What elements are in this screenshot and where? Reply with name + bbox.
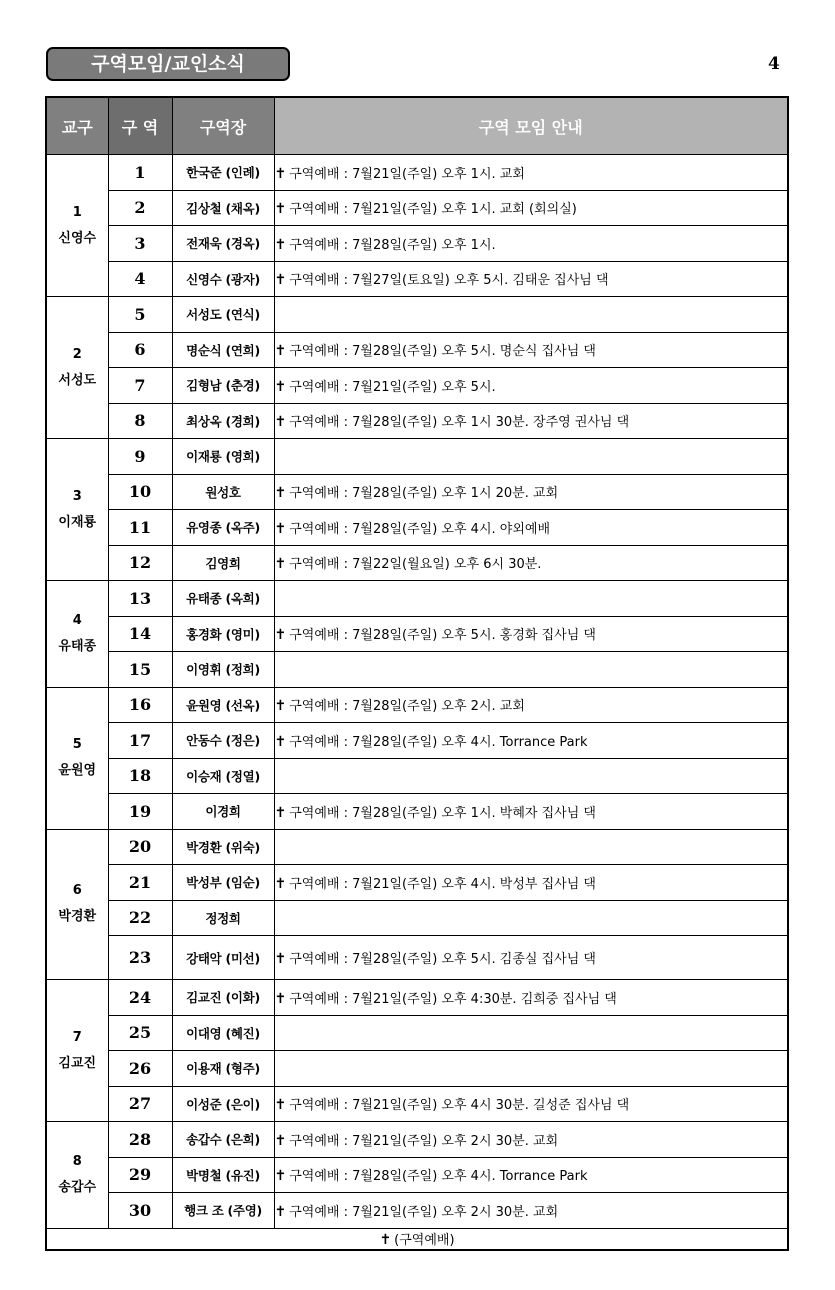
table-row bbox=[46, 900, 788, 936]
leader-name: 김형남 (춘경) bbox=[172, 368, 274, 404]
meeting-notice-text: 구역예배 : 7월28일(주일) 오후 2시. 교회 bbox=[289, 699, 525, 715]
table-row bbox=[46, 261, 788, 297]
guyeok-number: 8 bbox=[108, 403, 172, 439]
leader-name: 명순식 (연희) bbox=[172, 332, 274, 368]
table-row bbox=[46, 723, 788, 759]
guyeok-number: 5 bbox=[108, 297, 172, 333]
meeting-notice-text: 구역예배 : 7월28일(주일) 오후 4시. Torrance Park bbox=[289, 734, 588, 750]
meeting-notice bbox=[274, 936, 788, 980]
cross-icon: ✝ bbox=[274, 1097, 287, 1114]
cross-icon: ✝ bbox=[379, 1232, 392, 1248]
guyeok-number: 15 bbox=[108, 652, 172, 688]
gyogu-cell bbox=[46, 980, 108, 1122]
guyeok-number: 7 bbox=[108, 368, 172, 404]
guyeok-number: 14 bbox=[108, 616, 172, 652]
table-row bbox=[46, 616, 788, 652]
meeting-notice bbox=[274, 439, 788, 475]
meeting-notice-text: 구역예배 : 7월21일(주일) 오후 2시 30분. 교회 bbox=[289, 1204, 559, 1220]
cross-icon: ✝ bbox=[274, 201, 287, 218]
cross-icon: ✝ bbox=[274, 343, 287, 360]
table-row bbox=[46, 1051, 788, 1087]
table-row bbox=[46, 155, 788, 191]
guyeok-number: 13 bbox=[108, 581, 172, 617]
table-row bbox=[46, 332, 788, 368]
table-body bbox=[46, 155, 788, 1229]
table-row bbox=[46, 1157, 788, 1193]
gyogu-number: 1 bbox=[72, 204, 82, 220]
gyogu-name: 이재룡 bbox=[58, 514, 97, 530]
gyogu-number: 8 bbox=[72, 1153, 82, 1169]
meeting-notice-text: 구역예배 : 7월28일(주일) 오후 1시 30분. 장주영 권사님 댁 bbox=[289, 415, 630, 431]
meeting-notice bbox=[274, 545, 788, 581]
leader-name: 이영휘 (정희) bbox=[172, 652, 274, 688]
meeting-notice-text: 구역예배 : 7월21일(주일) 오후 4시. 박성부 집사님 댁 bbox=[289, 876, 596, 892]
meeting-notice bbox=[274, 368, 788, 404]
gyogu-cell bbox=[46, 155, 108, 297]
meeting-notice bbox=[274, 474, 788, 510]
table-row bbox=[46, 545, 788, 581]
cross-icon: ✝ bbox=[274, 804, 287, 821]
leader-name: 유태종 (옥희) bbox=[172, 581, 274, 617]
guyeok-number: 9 bbox=[108, 439, 172, 475]
gyogu-name: 김교진 bbox=[58, 1055, 97, 1071]
leader-name: 윤원영 (선옥) bbox=[172, 687, 274, 723]
guyeok-number: 23 bbox=[108, 936, 172, 980]
meeting-notice bbox=[274, 865, 788, 901]
cross-icon: ✝ bbox=[274, 236, 287, 253]
meeting-notice bbox=[274, 723, 788, 759]
leader-name: 정정희 bbox=[172, 900, 274, 936]
cross-icon: ✝ bbox=[274, 1168, 287, 1185]
leader-name: 이경희 bbox=[172, 794, 274, 830]
footer-legend bbox=[46, 1228, 788, 1250]
table-row bbox=[46, 980, 788, 1016]
meeting-notice bbox=[274, 900, 788, 936]
meeting-notice bbox=[274, 581, 788, 617]
cross-icon: ✝ bbox=[274, 951, 287, 967]
gyogu-cell bbox=[46, 297, 108, 439]
leader-name: 이대영 (혜진) bbox=[172, 1015, 274, 1051]
meeting-notice bbox=[274, 1086, 788, 1122]
gyogu-number: 4 bbox=[72, 612, 82, 628]
guyeok-number: 16 bbox=[108, 687, 172, 723]
district-meeting-table bbox=[45, 96, 789, 1251]
meeting-notice-text: 구역예배 : 7월28일(주일) 오후 1시. 박혜자 집사님 댁 bbox=[289, 805, 596, 821]
meeting-notice bbox=[274, 1193, 788, 1229]
table-row bbox=[46, 439, 788, 475]
meeting-notice bbox=[274, 980, 788, 1016]
guyeok-number: 19 bbox=[108, 794, 172, 830]
leader-name: 안동수 (정은) bbox=[172, 723, 274, 759]
guyeok-number: 6 bbox=[108, 332, 172, 368]
table-row bbox=[46, 226, 788, 262]
meeting-notice bbox=[274, 332, 788, 368]
cross-icon: ✝ bbox=[274, 733, 287, 750]
leader-name: 이성준 (은이) bbox=[172, 1086, 274, 1122]
meeting-notice bbox=[274, 297, 788, 333]
cross-icon: ✝ bbox=[274, 378, 287, 395]
leader-name: 원성호 bbox=[172, 474, 274, 510]
leader-name: 서성도 (연식) bbox=[172, 297, 274, 333]
table-row bbox=[46, 1193, 788, 1229]
section-title: 구역모임/교인소식 bbox=[46, 47, 290, 81]
table-row bbox=[46, 652, 788, 688]
meeting-notice-text: 구역예배 : 7월21일(주일) 오후 1시. 교회 bbox=[289, 166, 525, 182]
cross-icon: ✝ bbox=[274, 1132, 287, 1149]
guyeok-number: 26 bbox=[108, 1051, 172, 1087]
cross-icon: ✝ bbox=[274, 165, 287, 182]
guyeok-number: 25 bbox=[108, 1015, 172, 1051]
leader-name: 유영종 (옥주) bbox=[172, 510, 274, 546]
meeting-notice bbox=[274, 616, 788, 652]
header-leader: 구역장 bbox=[172, 97, 274, 155]
meeting-notice bbox=[274, 190, 788, 226]
guyeok-number: 4 bbox=[108, 261, 172, 297]
meeting-notice-text: 구역예배 : 7월28일(주일) 오후 4시. 야외예배 bbox=[289, 521, 551, 537]
leader-name: 이재룡 (영희) bbox=[172, 439, 274, 475]
leader-name: 박경환 (위숙) bbox=[172, 829, 274, 865]
table-row bbox=[46, 190, 788, 226]
meeting-notice bbox=[274, 261, 788, 297]
meeting-notice-text: 구역예배 : 7월28일(주일) 오후 4시. Torrance Park bbox=[289, 1169, 588, 1185]
guyeok-number: 24 bbox=[108, 980, 172, 1016]
table-row bbox=[46, 936, 788, 980]
meeting-notice bbox=[274, 829, 788, 865]
meeting-notice bbox=[274, 1051, 788, 1087]
leader-name: 이용재 (형주) bbox=[172, 1051, 274, 1087]
table-row bbox=[46, 1015, 788, 1051]
guyeok-number: 11 bbox=[108, 510, 172, 546]
table-row bbox=[46, 368, 788, 404]
cross-icon: ✝ bbox=[274, 520, 287, 537]
table-footer-row bbox=[46, 1228, 788, 1250]
meeting-notice-text: 구역예배 : 7월21일(주일) 오후 1시. 교회 (회의실) bbox=[289, 202, 577, 218]
cross-icon: ✝ bbox=[274, 1203, 287, 1220]
guyeok-number: 30 bbox=[108, 1193, 172, 1229]
meeting-notice-text: 구역예배 : 7월27일(토요일) 오후 5시. 김태운 집사님 댁 bbox=[289, 273, 609, 289]
table-row bbox=[46, 865, 788, 901]
meeting-notice-text: 구역예배 : 7월22일(월요일) 오후 6시 30분. bbox=[289, 557, 542, 573]
gyogu-name: 유태종 bbox=[58, 638, 97, 654]
cross-icon: ✝ bbox=[274, 414, 287, 431]
leader-name: 김상철 (채옥) bbox=[172, 190, 274, 226]
footer-legend-text: (구역예배) bbox=[394, 1233, 455, 1248]
table-row bbox=[46, 758, 788, 794]
leader-name: 신영수 (광자) bbox=[172, 261, 274, 297]
gyogu-number: 7 bbox=[72, 1029, 82, 1045]
table-row bbox=[46, 794, 788, 830]
leader-name: 홍경화 (영미) bbox=[172, 616, 274, 652]
cross-icon: ✝ bbox=[274, 875, 287, 892]
leader-name: 행크 조 (주영) bbox=[172, 1193, 274, 1229]
meeting-notice-text: 구역예배 : 7월21일(주일) 오후 4:30분. 김희중 집사님 댁 bbox=[289, 991, 617, 1007]
guyeok-number: 1 bbox=[108, 155, 172, 191]
table-header-row bbox=[46, 97, 788, 155]
cross-icon: ✝ bbox=[274, 990, 287, 1007]
leader-name: 김영희 bbox=[172, 545, 274, 581]
table-row bbox=[46, 297, 788, 333]
leader-name: 최상옥 (경희) bbox=[172, 403, 274, 439]
leader-name: 한국준 (인례) bbox=[172, 155, 274, 191]
meeting-notice bbox=[274, 652, 788, 688]
guyeok-number: 12 bbox=[108, 545, 172, 581]
guyeok-number: 18 bbox=[108, 758, 172, 794]
cross-icon: ✝ bbox=[274, 272, 287, 289]
meeting-notice-text: 구역예배 : 7월28일(주일) 오후 5시. 김종실 집사님 댁 bbox=[289, 952, 596, 967]
meeting-notice bbox=[274, 1122, 788, 1158]
meeting-notice bbox=[274, 510, 788, 546]
table-row bbox=[46, 829, 788, 865]
meeting-notice bbox=[274, 687, 788, 723]
meeting-notice-text: 구역예배 : 7월28일(주일) 오후 5시. 홍경화 집사님 댁 bbox=[289, 628, 596, 644]
leader-name: 박성부 (임순) bbox=[172, 865, 274, 901]
gyogu-cell bbox=[46, 687, 108, 829]
meeting-notice-text: 구역예배 : 7월21일(주일) 오후 5시. bbox=[289, 379, 496, 395]
guyeok-number: 28 bbox=[108, 1122, 172, 1158]
cross-icon: ✝ bbox=[274, 627, 287, 644]
page-number: 4 bbox=[768, 54, 780, 74]
leader-name: 박명철 (유진) bbox=[172, 1157, 274, 1193]
gyogu-name: 윤원영 bbox=[58, 763, 97, 778]
guyeok-number: 10 bbox=[108, 474, 172, 510]
gyogu-number: 2 bbox=[72, 346, 82, 362]
leader-name: 송갑수 (은희) bbox=[172, 1122, 274, 1158]
guyeok-number: 22 bbox=[108, 900, 172, 936]
table-row bbox=[46, 510, 788, 546]
guyeok-number: 2 bbox=[108, 190, 172, 226]
meeting-notice-text: 구역예배 : 7월28일(주일) 오후 1시. bbox=[289, 237, 496, 253]
table-row bbox=[46, 403, 788, 439]
gyogu-name: 신영수 bbox=[58, 230, 97, 246]
guyeok-number: 21 bbox=[108, 865, 172, 901]
meeting-notice bbox=[274, 758, 788, 794]
table-row bbox=[46, 1086, 788, 1122]
meeting-notice bbox=[274, 226, 788, 262]
meeting-notice-text: 구역예배 : 7월21일(주일) 오후 4시 30분. 길성준 집사님 댁 bbox=[289, 1098, 630, 1114]
meeting-notice-text: 구역예배 : 7월21일(주일) 오후 2시 30분. 교회 bbox=[289, 1133, 559, 1149]
gyogu-cell bbox=[46, 439, 108, 581]
meeting-notice bbox=[274, 1015, 788, 1051]
guyeok-number: 3 bbox=[108, 226, 172, 262]
gyogu-name: 박경환 bbox=[58, 909, 97, 925]
table-row bbox=[46, 581, 788, 617]
gyogu-cell bbox=[46, 1122, 108, 1229]
gyogu-number: 5 bbox=[72, 737, 82, 752]
meeting-notice bbox=[274, 1157, 788, 1193]
header-gyogu: 교구 bbox=[46, 97, 108, 155]
gyogu-number: 6 bbox=[72, 883, 82, 899]
header-notice: 구역 모임 안내 bbox=[274, 97, 788, 155]
table-row bbox=[46, 687, 788, 723]
table-row bbox=[46, 1122, 788, 1158]
header-guyeok: 구 역 bbox=[108, 97, 172, 155]
gyogu-name: 서성도 bbox=[58, 372, 97, 388]
guyeok-number: 17 bbox=[108, 723, 172, 759]
guyeok-number: 27 bbox=[108, 1086, 172, 1122]
meeting-notice bbox=[274, 403, 788, 439]
gyogu-cell bbox=[46, 581, 108, 688]
cross-icon: ✝ bbox=[274, 698, 287, 715]
meeting-notice bbox=[274, 794, 788, 830]
meeting-notice bbox=[274, 155, 788, 191]
leader-name: 김교진 (이화) bbox=[172, 980, 274, 1016]
gyogu-cell bbox=[46, 829, 108, 980]
table-row bbox=[46, 474, 788, 510]
cross-icon: ✝ bbox=[274, 556, 287, 573]
meeting-notice-text: 구역예배 : 7월28일(주일) 오후 1시 20분. 교회 bbox=[289, 486, 559, 502]
meeting-notice-text: 구역예배 : 7월28일(주일) 오후 5시. 명순식 집사님 댁 bbox=[289, 344, 596, 360]
guyeok-number: 29 bbox=[108, 1157, 172, 1193]
leader-name: 이승재 (정열) bbox=[172, 758, 274, 794]
leader-name: 강태악 (미선) bbox=[172, 936, 274, 980]
cross-icon: ✝ bbox=[274, 485, 287, 502]
gyogu-number: 3 bbox=[72, 488, 82, 504]
leader-name: 전재욱 (경옥) bbox=[172, 226, 274, 262]
guyeok-number: 20 bbox=[108, 829, 172, 865]
gyogu-name: 송갑수 bbox=[58, 1179, 97, 1195]
